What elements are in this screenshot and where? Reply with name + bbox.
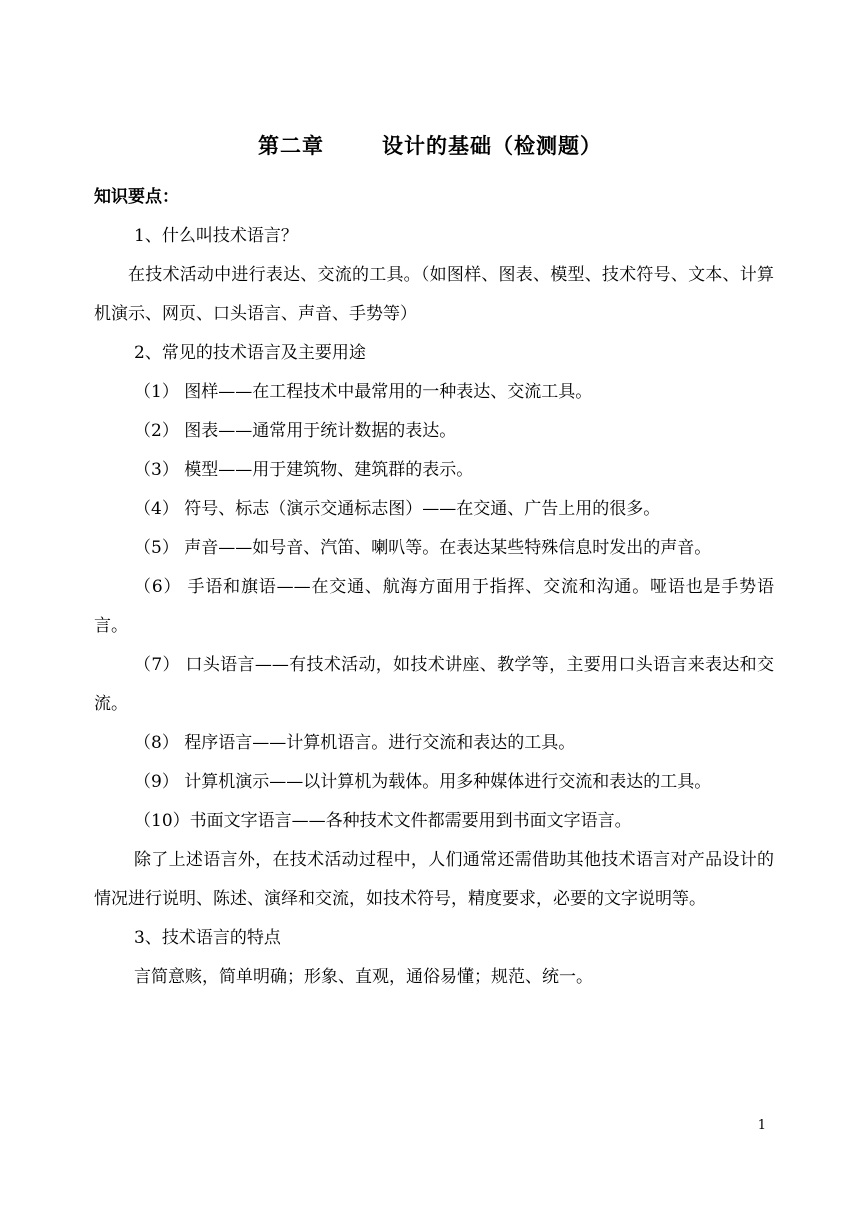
page-title: [0, 130, 860, 160]
document-body: [94, 217, 774, 997]
list-item: （1） 图样——在工程技术中最常用的一种表达、交流工具。: [134, 382, 593, 402]
paragraph: 除了上述语言外，在技术活动过程中，人们通常还需借助其他技术语言对产品设计的情况进行说明、陈述、演绎和交流，如技术符号，精度要求，必要的文字说明等。: [94, 850, 774, 909]
question-3: 3、技术语言的特点: [134, 928, 281, 948]
answer-1: 在技术活动中进行表达、交流的工具。（如图样、图表、模型、技术符号、文本、计算机演示、网页、口头语言、声音、手势等）: [94, 265, 774, 324]
question-1: 1、什么叫技术语言？: [134, 226, 298, 246]
list-item: （6） 手语和旗语——在交通、航海方面用于指挥、交流和沟通。哑语也是手势语言。: [94, 577, 774, 636]
list-item: （5） 声音——如号音、汽笛、喇叭等。在表达某些特殊信息时发出的声音。: [134, 538, 712, 558]
list-item: （3） 模型——用于建筑物、建筑群的表示。: [134, 460, 474, 480]
list-item: （7） 口头语言——有技术活动，如技术讲座、教学等，主要用口头语言来表达和交流。: [94, 655, 774, 714]
list-item: （10）书面文字语言——各种技术文件都需要用到书面文字语言。: [134, 811, 632, 831]
section-heading: 知识要点：: [94, 187, 179, 207]
chapter-name: 设计的基础（检测题）: [382, 134, 602, 158]
question-2: 2、常见的技术语言及主要用途: [134, 343, 366, 363]
list-item: （4） 符号、标志（演示交通标志图）——在交通、广告上用的很多。: [134, 499, 661, 519]
list-item: （2） 图表——通常用于统计数据的表达。: [134, 421, 457, 441]
list-item: （8） 程序语言——计算机语言。进行交流和表达的工具。: [134, 733, 576, 753]
answer-3: 言简意赅，简单明确；形象、直观，通俗易懂；规范、统一。: [134, 967, 593, 987]
chapter-number: 第二章: [258, 134, 324, 158]
page-number: 1: [757, 1118, 766, 1133]
list-item: （9） 计算机演示——以计算机为载体。用多种媒体进行交流和表达的工具。: [134, 772, 712, 792]
